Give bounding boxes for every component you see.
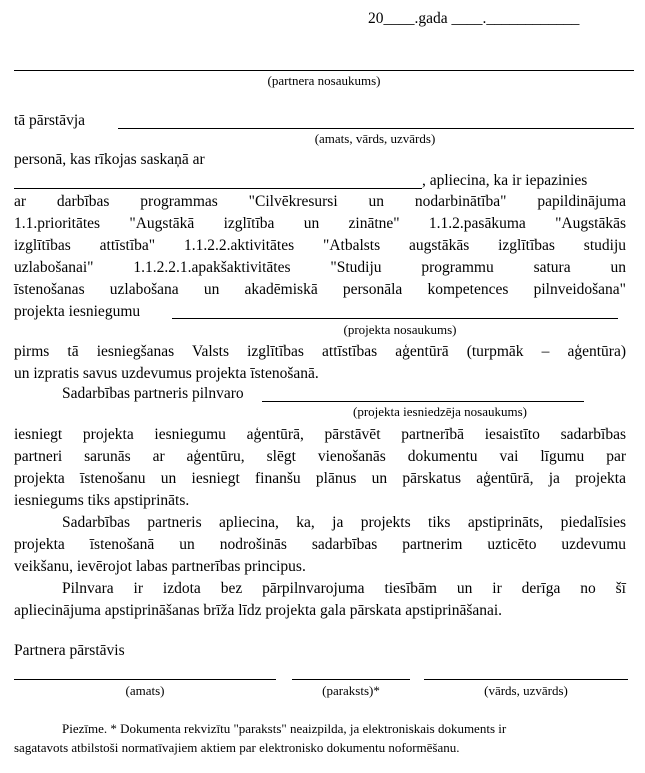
applicant-name-field[interactable]: [262, 401, 584, 402]
authorization-line-2: partneri sarunās ar aģentūru, slēgt vienošanās dokumentu vai līgumu par: [14, 448, 626, 465]
partner-name-label: (partnera nosaukums): [267, 73, 381, 88]
body-line-2: 1.1.prioritātes "Augstākā izglītība un zinātne" 1.1.2.pasākuma "Augstākās: [14, 215, 626, 232]
project-name-label: (projekta nosaukums): [343, 322, 457, 337]
commitment-line-2: projekta īstenošanā un nodrošinās sadarbības partnerim uzticēto uzdevumu: [14, 536, 626, 553]
body-line-4: uzlabošanai" 1.1.2.2.1.apakšaktivitātes "Studiju programmu satura un: [14, 259, 626, 276]
representative-prefix: tā pārstāvja: [14, 112, 86, 129]
note-line-1: Piezīme. * Dokumenta rekvizītu "paraksts" neaizpilda, ja elektroniskais dokuments ir: [62, 721, 507, 736]
body-line-1: ar darbības programmas "Cilvēkresursi un nodarbinātība" papildinājuma: [14, 193, 626, 210]
authorizes-prefix: Sadarbības partneris pilnvaro: [62, 385, 244, 402]
position-label: (amats, vārds, uzvārds): [314, 131, 436, 146]
validity-line-2: apliecinājuma apstiprināšanas brīža līdz projekta gala pārskata apstiprināšanai.: [14, 602, 503, 619]
certifies-text: , apliecina, ka ir iepazinies: [422, 172, 588, 189]
body-line-3: izglītības attīstība" 1.1.2.2.aktivitātes "Atbalsts augstākās izglītības studiju: [14, 237, 626, 254]
acting-text: personā, kas rīkojas saskaņā ar: [14, 151, 205, 168]
authorization-line-1: iesniegt projekta iesniegumu aģentūrā, pārstāvēt partnerībā iesaistīto sadarbības: [14, 426, 626, 443]
authorization-line-4: iesniegums tiks apstiprināts.: [14, 492, 190, 509]
acting-basis-field[interactable]: [14, 188, 422, 189]
signature-position-field[interactable]: [14, 679, 276, 680]
partner-name-field[interactable]: [14, 70, 634, 71]
project-application-prefix: projekta iesniegumu: [14, 303, 141, 320]
signature-name-label: (vārds, uzvārds): [484, 683, 568, 698]
signature-field[interactable]: [292, 679, 410, 680]
signature-name-field[interactable]: [424, 679, 628, 680]
body-line-5: īstenošanas uzlabošana un akadēmiskā personāla kompetences pilnveidošana": [14, 281, 626, 298]
commitment-line-3: veikšanu, ievērojot labas partnerības principus.: [14, 558, 306, 575]
submission-line-2: un izpratis savus uzdevumus projekta īstenošanā.: [14, 365, 319, 382]
project-name-field[interactable]: [172, 318, 618, 319]
commitment-line-1: Sadarbības partneris apliecina, ka, ja projekts tiks apstiprināts, piedalīsies: [62, 514, 626, 531]
signature-position-label: (amats): [125, 683, 165, 698]
signature-label: (paraksts)*: [322, 683, 380, 698]
submission-line-1: pirms tā iesniegšanas Valsts izglītības attīstības aģentūrā (turpmāk – aģentūra): [14, 343, 626, 360]
applicant-label: (projekta iesniedzēja nosaukums): [353, 404, 527, 419]
date-line: 20____.gada ____.____________: [368, 10, 580, 27]
note-line-2: sagatavots atbilstoši normatīvajiem aktiem par elektronisko dokumentu noformēšanu.: [14, 740, 460, 755]
validity-line-1: Pilnvara ir izdota bez pārpilnvarojuma tiesībām un ir derīga no šī: [62, 580, 626, 597]
signature-heading: Partnera pārstāvis: [14, 642, 125, 659]
representative-field[interactable]: [118, 128, 634, 129]
authorization-line-3: projekta īstenošanu un iesniegt finanšu plānus un pārskatus aģentūrā, ja projekta: [14, 470, 626, 487]
